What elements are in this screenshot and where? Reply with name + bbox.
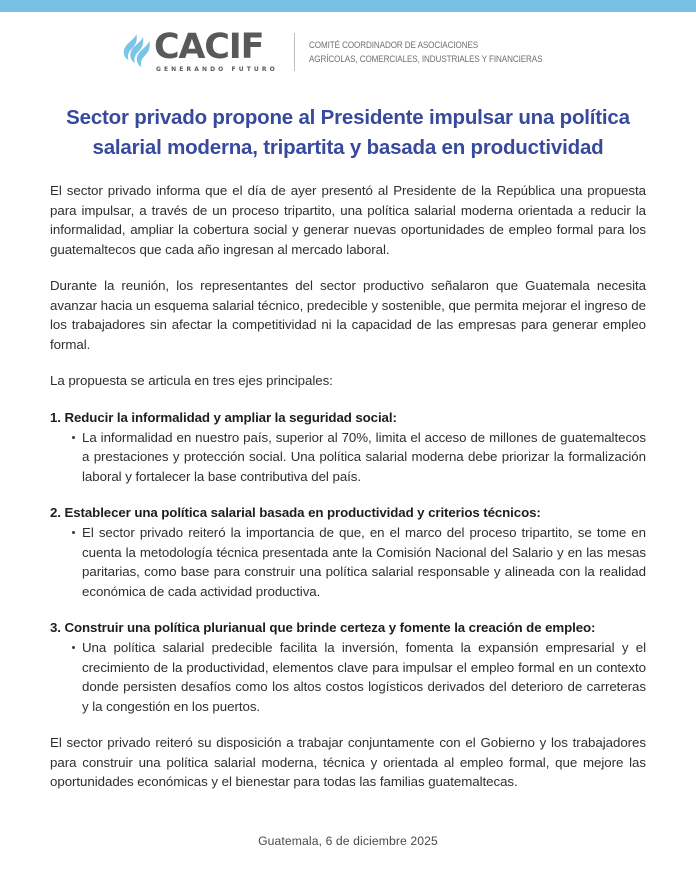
document-body [50,163,646,848]
axis-heading-3: 3. Construir una política plurianual que brinde certeza y fomente la creación de empleo: [50,620,596,635]
axis-heading-2: 2. Establecer una política salarial basada en productividad y criterios técnicos: [50,505,541,520]
axis-list-3 [50,638,646,716]
axis-heading-1: 1. Reducir la informalidad y ampliar la seguridad social: [50,409,397,425]
organization-name-line-1: COMITÉ COORDINADOR DE ASOCIACIONES [308,39,478,50]
paragraph-intro: El sector privado informa que el día de ayer presentó al Presidente de la República una propuesta para impulsar, a través de un proceso tripartito, una política salarial moderna orientada a reducir la informalidad, ampliar la cobertura social y generar nuevas oportunidades de empleo formal para los guatemaltecos que cada año ingresan al mercado laboral. [50,183,646,257]
page-title: Sector privado propone al Presidente impulsar una política salarial moderna, tripartita y basada en productividad [66,106,630,159]
cacif-wordmark [153,27,278,73]
paragraph-meeting: Durante la reunión, los representantes del sector productivo señalaron que Guatemala necesita avanzar hacia un esquema salarial técnico, predecible y sostenible, que permita mejorar el ingreso de los trabajadores sin afectar la competitividad ni la capacidad de las empresas para generar empleo formal. [50,278,646,352]
cacif-logo [122,27,278,73]
cacif-wordmark-text: CACIF [153,27,264,67]
dateline: Guatemala, 6 de diciembre 2025 [258,833,438,848]
organization-name-line-2: AGRÍCOLAS, COMERCIALES, INDUSTRIALES Y FINANCIERAS [308,53,543,64]
list-item: El sector privado reiteró la importancia de que, en el marco del proceso tripartito, se tome en cuenta la metodología técnica presentada ante la Comisión Nacional del Salario y en las mesas paritarias, como base para construir una política salarial responsable y alineada con la realidad económica de cada actividad productiva. [72,523,646,601]
axis-list-1 [50,428,646,487]
logo-divider [294,33,295,71]
axis-list-2 [50,523,646,601]
paragraph-closing: El sector privado reiteró su disposición a trabajar conjuntamente con el Gobierno y los trabajadores para construir una política salarial moderna, técnica y orientada al empleo formal, que mejore las oportunidades económicas y el bienestar para todas las familias guatemaltecas. [50,735,646,789]
organization-name [309,38,574,66]
flame-icon [122,33,152,71]
top-accent-bar [0,0,696,12]
cacif-tagline: GENERANDO FUTURO [155,66,278,73]
document-header [0,12,696,79]
list-item: Una política salarial predecible facilita la inversión, fomenta la expansión empresarial y el crecimiento de la productividad, elementos clave para impulsar el empleo formal en un contexto donde persisten desafíos como los altos costos logísticos derivados del deterioro de carreteras y la congestión en los puertos. [72,638,646,716]
list-item: La informalidad en nuestro país, superior al 70%, limita el acceso de millones de guatemaltecos a prestaciones y protección social. Una política salarial moderna debe priorizar la formalización laboral y fortalecer la base contributiva del país. [72,428,646,487]
paragraph-lead-in: La propuesta se articula en tres ejes principales: [50,373,333,388]
